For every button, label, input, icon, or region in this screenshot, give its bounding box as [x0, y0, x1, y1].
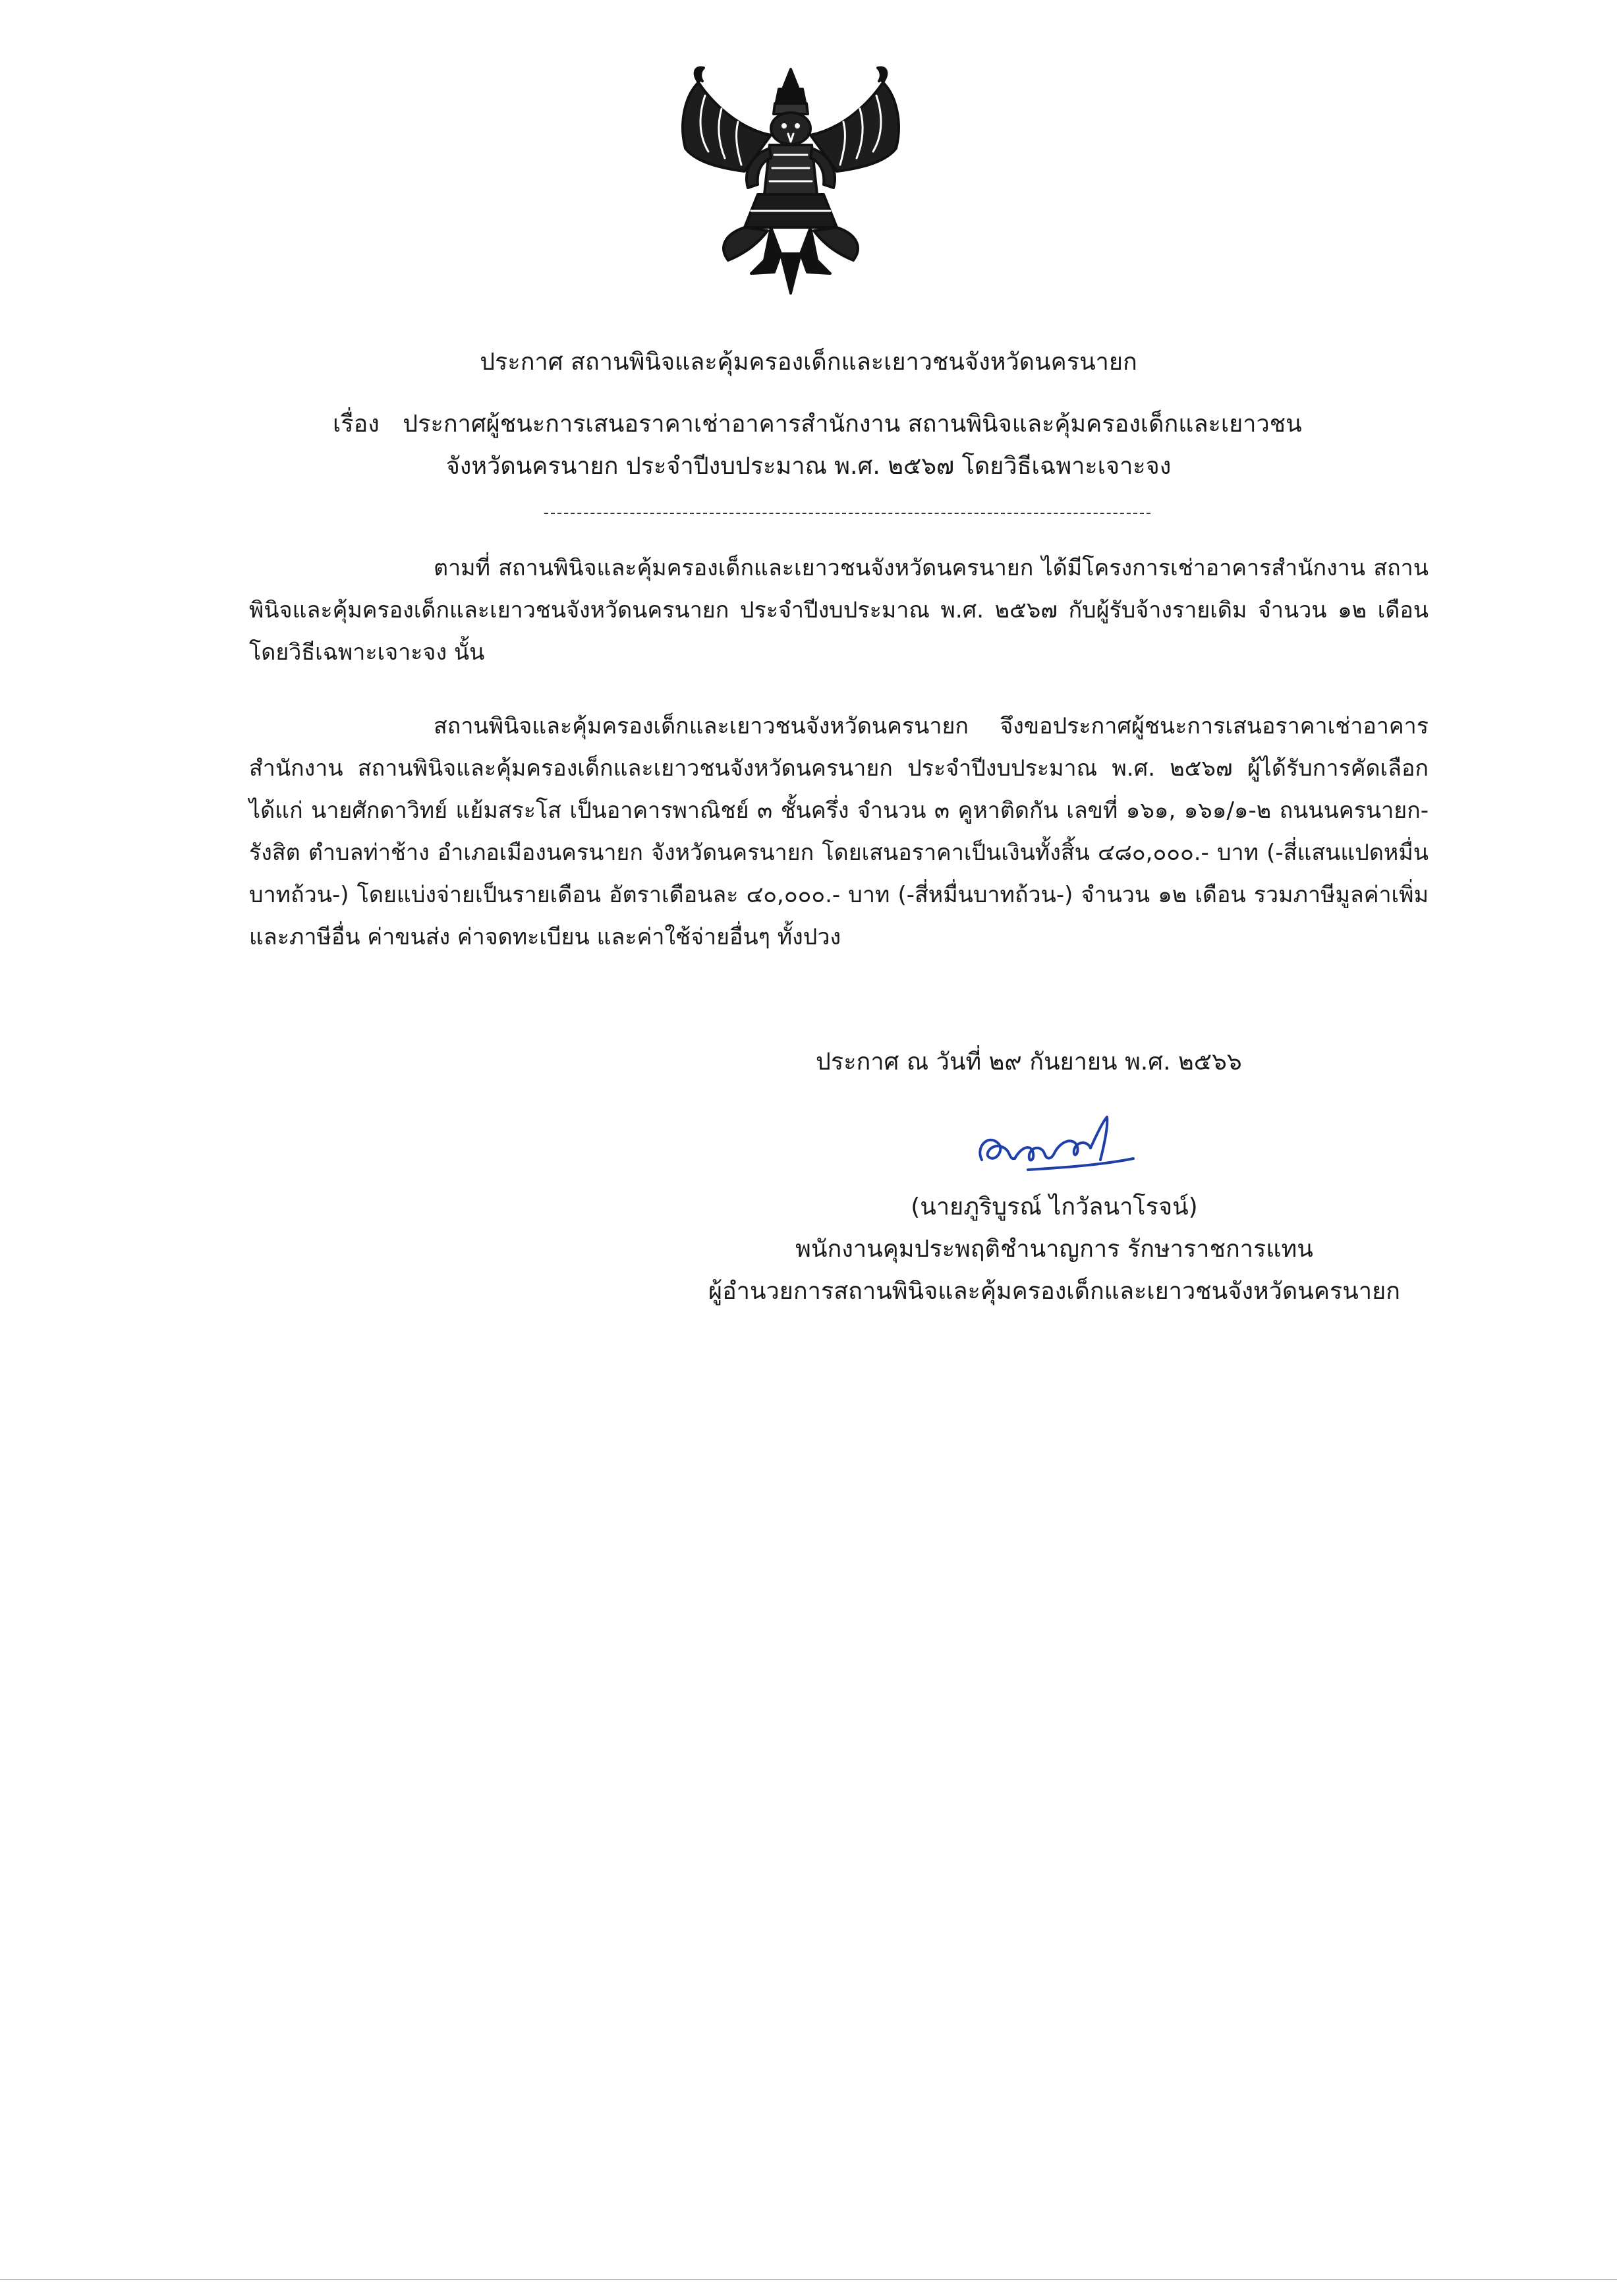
body-paragraph-1: ตามที่ สถานพินิจและคุ้มครองเด็กและเยาวชนจังหวัดนครนายก ได้มีโครงการเช่าอาคารสำนักงาน สถานพินิจและคุ้มครองเด็กและเยาวชนจังหวัดนครนายก ประจำปีงบประมาณ พ.ศ. ๒๕๖๗ กับผู้รับจ้างรายเดิม จำนวน ๑๒ เดือน โดยวิธีเฉพาะเจาะจง นั้น: [249, 555, 1429, 666]
scan-edge-line: [0, 2279, 1617, 2280]
signature-block: [626, 1186, 1483, 1313]
signer-position: พนักงานคุมประพฤติชำนาญการ รักษาราชการแทน: [795, 1236, 1313, 1263]
subject-label: เรื่อง: [333, 411, 380, 438]
subject-line: [333, 410, 1302, 439]
body-paragraph-2-block: [249, 705, 1429, 958]
announcement-date: ประกาศ ณ วันที่ ๒๙ กันยายน พ.ศ. ๒๕๖๖: [816, 1048, 1242, 1076]
handwritten-signature: [969, 1107, 1140, 1180]
dashed-divider: [544, 513, 1150, 514]
subject-text-line2: จังหวัดนครนายก ประจำปีงบประมาณ พ.ศ. ๒๕๖๗ โดยวิธีเฉพาะเจาะจง: [445, 453, 1172, 480]
body-paragraph-2: สถานพินิจและคุ้มครองเด็กและเยาวชนจังหวัดนครนายก จึงขอประกาศผู้ชนะการเสนอราคาเช่าอาคารสำนักงาน สถานพินิจและคุ้มครองเด็กและเยาวชนจังหวัดนครนายก ประจำปีงบประมาณ พ.ศ. ๒๕๖๗ ผู้ได้รับการคัดเลือก ได้แก่ นายศักดาวิทย์ แย้มสระโส เป็นอาคารพาณิชย์ ๓ ชั้นครึ่ง จำนวน ๓ คูหาติดกัน เลขที่ ๑๖๑, ๑๖๑/๑-๒ ถนนนครนายก-รังสิต ตำบลท่าช้าง อำเภอเมืองนครนายก จังหวัดนครนายก โดยเสนอราคาเป็นเงินทั้งสิ้น ๔๘๐,๐๐๐.- บาท (-สี่แสนแปดหมื่นบาทถ้วน-) โดยแบ่งจ่ายเป็นรายเดือน อัตราเดือนละ ๔๐,๐๐๐.- บาท (-สี่หมื่นบาทถ้วน-) จำนวน ๑๒ เดือน รวมภาษีมูลค่าเพิ่มและภาษีอื่น ค่าขนส่ง ค่าจดทะเบียน และค่าใช้จ่ายอื่นๆ ทั้งปวง: [249, 713, 1429, 950]
garuda-emblem-icon: [659, 63, 922, 300]
announcement-title: ประกาศ สถานพินิจและคุ้มครองเด็กและเยาวชนจังหวัดนครนายก: [480, 349, 1137, 376]
signer-title: ผู้อำนวยการสถานพินิจและคุ้มครองเด็กและเยาวชนจังหวัดนครนายก: [708, 1278, 1400, 1305]
subject-text-line1: ประกาศผู้ชนะการเสนอราคาเช่าอาคารสำนักงาน สถานพินิจและคุ้มครองเด็กและเยาวชน: [403, 411, 1302, 438]
body-paragraph-1-block: [249, 547, 1429, 674]
signer-name: (นายภูริบูรณ์ ไกวัลนาโรจน์): [911, 1193, 1198, 1220]
